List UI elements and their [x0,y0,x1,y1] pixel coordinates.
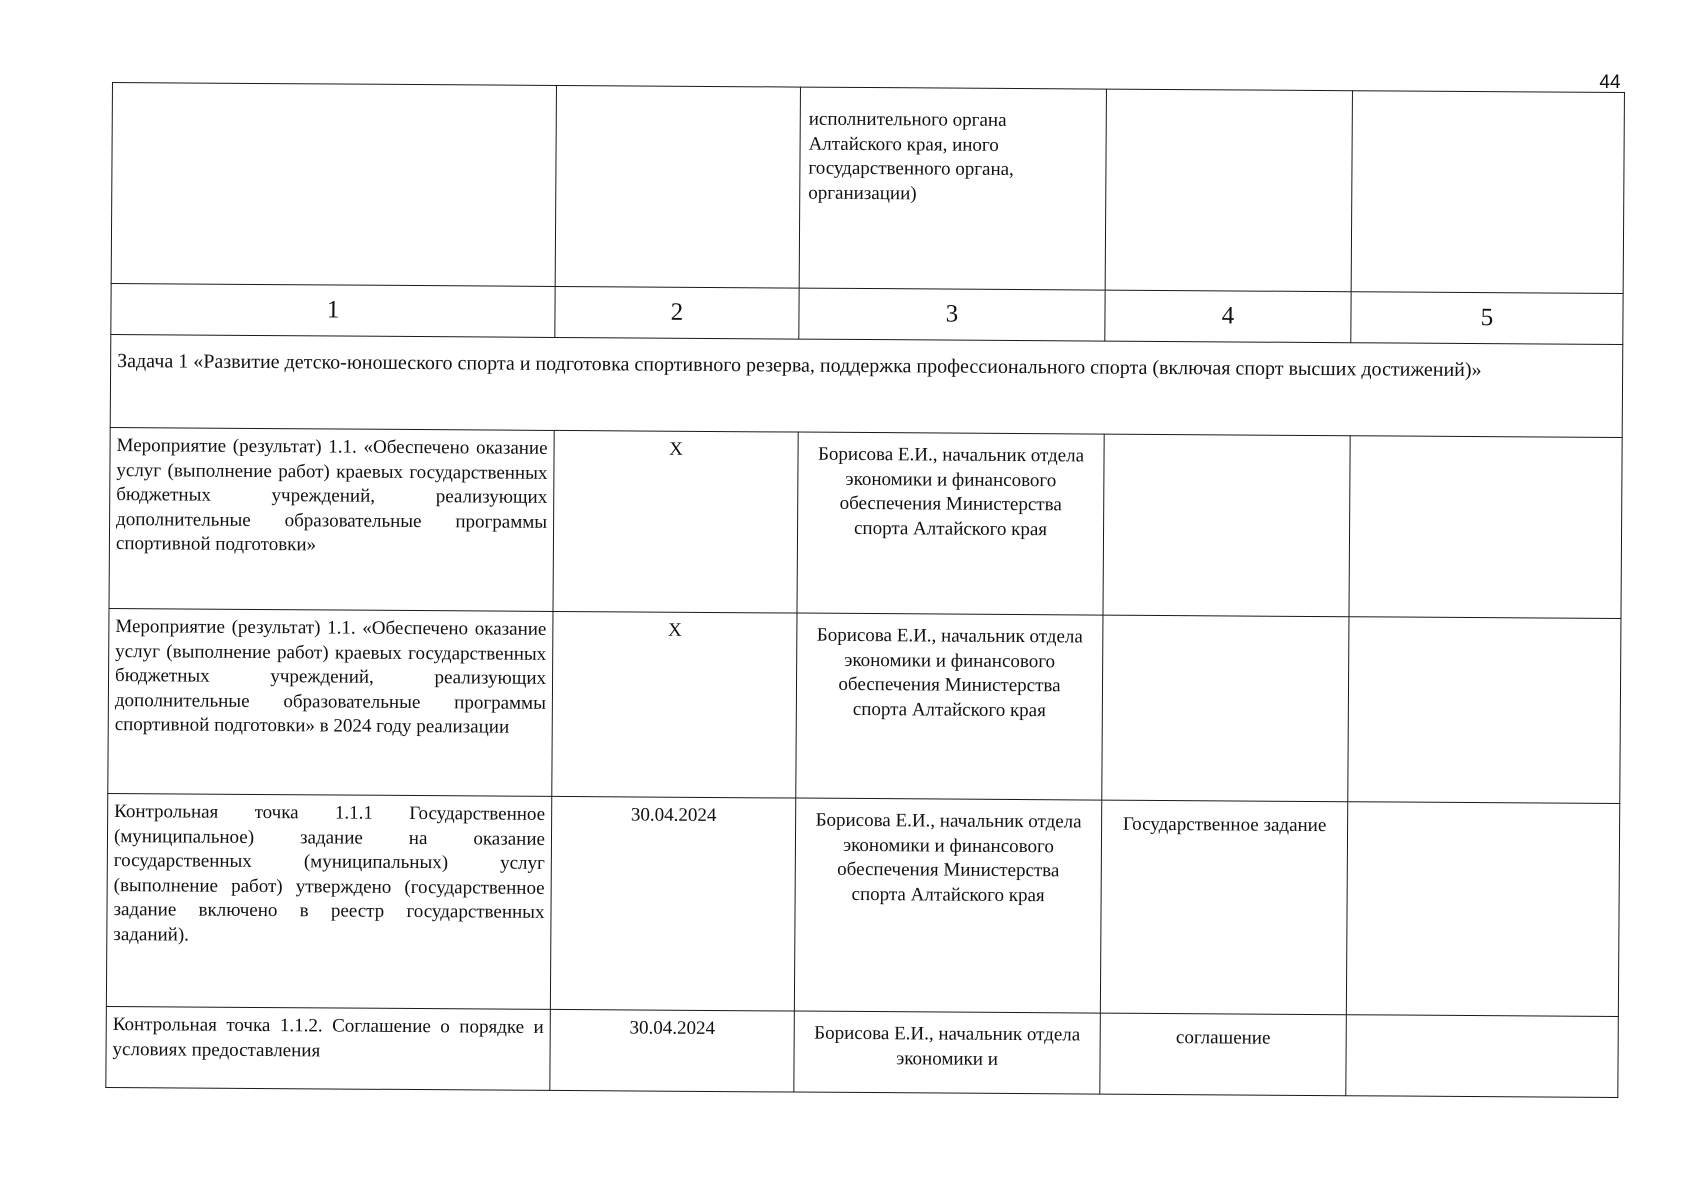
column-number-2: 2 [555,286,799,339]
document-cell [1103,434,1350,617]
responsible-cell: Борисова Е.И., начальник отдела экономики и [794,1011,1101,1094]
column5-cell [1349,436,1622,619]
measure-cell: Мероприятие (результат) 1.1. «Обеспечено оказание услуг (выполнение работ) краевых государственных бюджетных учреждений, реализующих дополнительные образовательные программы спортивной подготовки» в 2024 году реализации [108,608,553,796]
measure-cell: Контрольная точка 1.1.2. Соглашение о порядке и условиях предоставления [106,1006,551,1090]
column5-cell [1346,1015,1619,1098]
document-cell: соглашение [1100,1013,1347,1096]
table-row [106,793,1619,1016]
table-row-continuation [111,83,1624,294]
column5-cell [1348,617,1621,804]
responsible-cell: Борисова Е.И., начальник отдела экономики и финансового обеспечения Министерства спорта Алтайского края [797,432,1104,615]
column5-cell [1346,802,1619,1017]
deadline-cell: Х [552,611,797,798]
column-number-3: 3 [799,288,1105,341]
column-number-1: 1 [111,283,555,337]
page-number: 44 [1599,72,1621,93]
document-cell [1102,615,1349,802]
deadline-cell: Х [553,430,798,613]
deadline-cell: 30.04.2024 [550,1009,795,1092]
task-heading: Задача 1 «Развитие детско-юношеского спорта и подготовка спортивного резерва, поддержка профессионального спорта (включая спорт высших достижений)» [110,334,1623,437]
measure-cell: Мероприятие (результат) 1.1. «Обеспечено оказание услуг (выполнение работ) краевых государственных бюджетных учреждений, реализующих дополнительные образовательные программы спортивной подготовки» [109,427,554,611]
table-row [106,1006,1619,1097]
cell-continuation-col5 [1351,91,1624,294]
cell-continuation-col3: исполнительного органа Алтайского края, иного государственного органа, организации) [799,87,1106,290]
measure-cell: Контрольная точка 1.1.1 Государственное (муниципальное) задание на оказание государственных (муниципальных) услуг (выполнение работ) утверждено (государственное задание включено в реестр государственных заданий). [106,793,551,1009]
column-number-5: 5 [1351,292,1623,345]
document-cell: Государственное задание [1100,800,1347,1015]
column-number-4: 4 [1105,290,1351,343]
table-row [108,608,1621,803]
responsible-cell: Борисова Е.И., начальник отдела экономики и финансового обеспечения Министерства спорта Алтайского края [794,798,1101,1013]
deadline-cell: 30.04.2024 [550,796,795,1011]
cell-continuation-col2 [555,85,800,288]
table-row [109,427,1622,618]
plan-table [105,82,1625,1098]
task-row [110,334,1623,437]
cell-continuation-col4 [1105,89,1352,292]
cell-continuation-col1 [111,83,556,287]
responsible-cell: Борисова Е.И., начальник отдела экономики и финансового обеспечения Министерства спорта Алтайского края [796,613,1103,800]
